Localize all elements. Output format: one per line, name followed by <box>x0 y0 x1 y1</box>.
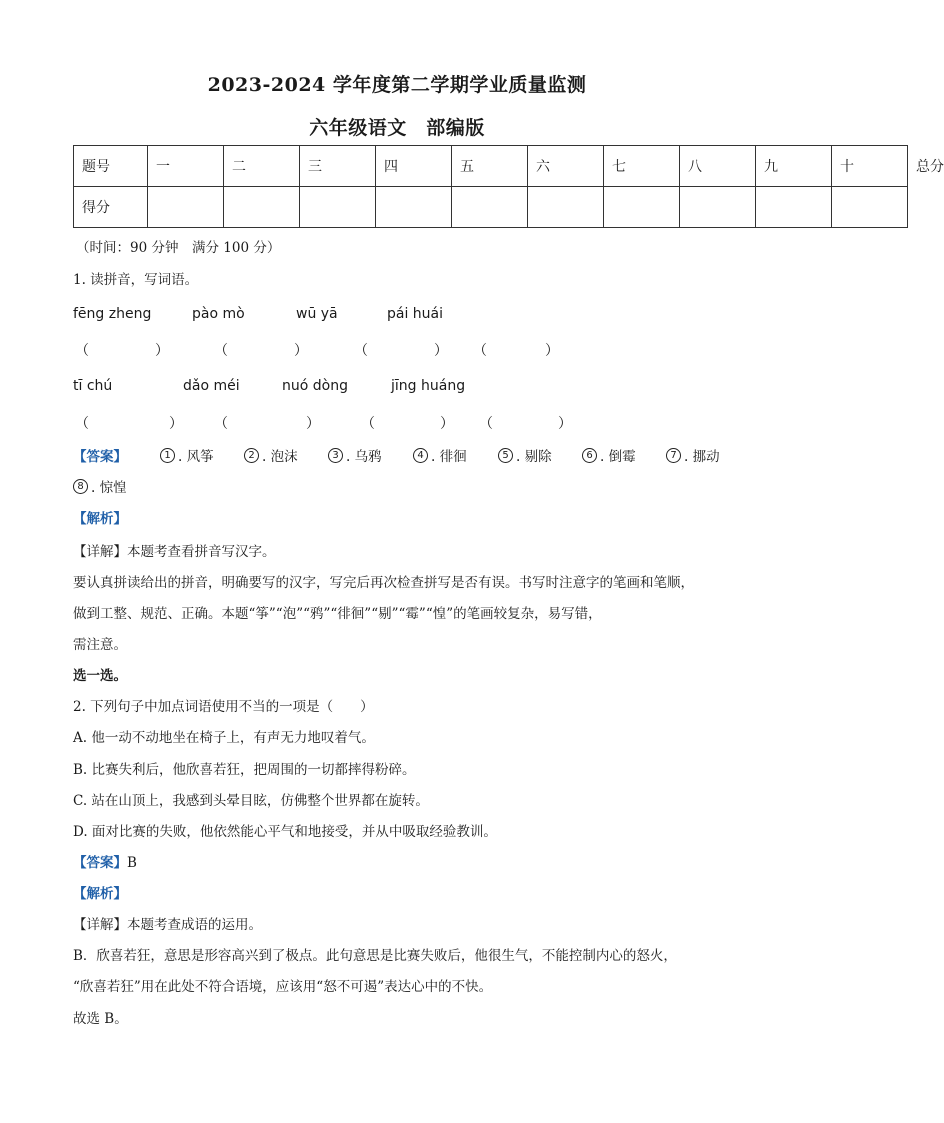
score-table-cell: 得分 <box>74 187 148 228</box>
pinyin-item: pái huái <box>387 306 444 322</box>
score-table-cell: 十 <box>832 146 908 187</box>
answer-item <box>413 445 467 465</box>
answer-text: . 惊惶 <box>91 480 127 496</box>
q2-option-c: C. 站在山顶上，我感到头晕目眩，仿佛整个世界都在旋转。 <box>73 793 429 809</box>
answer-item <box>160 445 214 465</box>
q2-option-d: D. 面对比赛的失败，他依然能心平气和地接受，并从中吸取经验教训。 <box>73 824 497 840</box>
pinyin-item: tī chú <box>73 378 113 394</box>
circled-number: 1 <box>160 448 175 463</box>
q1-analysis-tag <box>73 507 127 527</box>
score-table-cell: 题号 <box>74 146 148 187</box>
q2-explain-line: “欣喜若狂”用在此处不符合语境，应该用“怒不可遏”表达心中的不快。 <box>73 979 493 995</box>
q2-prompt: 2. 下列句子中加点词语使用不当的一项是（ ） <box>73 699 374 715</box>
score-table-header-row: 题号 一 二 三 四 五 六 七 八 九 十 总分 <box>74 146 908 187</box>
answer-item <box>244 445 298 465</box>
circled-number: 6 <box>582 448 597 463</box>
score-table-cell: 四 <box>376 146 452 187</box>
answer-tag: 【答案】 <box>73 449 127 465</box>
score-table-cell: 一 <box>148 146 224 187</box>
q1-prompt: 1. 读拼音，写词语。 <box>73 272 199 288</box>
score-table-cell: 三 <box>300 146 376 187</box>
q2-option-a: A. 他一动不动地坐在椅子上，有声无力地叹着气。 <box>73 730 375 746</box>
answer-value: B <box>127 855 137 871</box>
circled-number: 5 <box>498 448 513 463</box>
answer-text: . 风筝 <box>178 449 214 465</box>
exam-info: （时间：90 分钟 满分 100 分） <box>76 240 281 256</box>
detail-tag: 【详解】 <box>73 917 127 933</box>
q1-detail <box>73 540 276 560</box>
answer-item <box>73 476 127 496</box>
score-table-cell: 八 <box>680 146 756 187</box>
answer-text: . 乌鸦 <box>346 449 382 465</box>
circled-number: 3 <box>328 448 343 463</box>
pinyin-item: jīng huáng <box>391 378 466 394</box>
circled-number: 2 <box>244 448 259 463</box>
q2-option-b: B. 比赛失利后，他欣喜若狂，把周围的一切都摔得粉碎。 <box>73 762 416 778</box>
q2-analysis-tag <box>73 882 127 902</box>
q1-explain-line: 做到工整、规范、正确。本题“筝”“泡”“鸦”“徘徊”“剔”“霉”“惶”的笔画较复杂，易写错， <box>73 606 602 622</box>
circled-number: 7 <box>666 448 681 463</box>
answer-item <box>328 445 382 465</box>
exam-title: 2023-2024 学年度第二学期学业质量监测 <box>207 74 587 96</box>
pinyin-item: pào mò <box>192 306 245 322</box>
pinyin-item: nuó dòng <box>282 378 348 394</box>
detail-tag: 【详解】 <box>73 544 127 560</box>
score-table-cell: 二 <box>224 146 300 187</box>
q2-detail <box>73 913 262 933</box>
q2-explain-line: B．欣喜若狂，意思是形容高兴到了极点。此句意思是比赛失败后，他很生气，不能控制内心的怒火， <box>73 948 677 964</box>
q2-answer <box>73 851 137 871</box>
answer-item <box>666 445 720 465</box>
score-blank-cell[interactable] <box>224 187 300 228</box>
circled-number: 8 <box>73 479 88 494</box>
answer-item <box>498 445 552 465</box>
answer-text: . 泡沫 <box>262 449 298 465</box>
score-blank-cell[interactable] <box>452 187 528 228</box>
score-blank-cell[interactable] <box>832 187 908 228</box>
q1-answer-tag <box>73 445 127 465</box>
score-blank-cell[interactable] <box>604 187 680 228</box>
answer-text: . 徘徊 <box>431 449 467 465</box>
score-table-cell: 五 <box>452 146 528 187</box>
score-table-score-row <box>74 187 908 228</box>
circled-number: 4 <box>413 448 428 463</box>
score-table <box>73 145 944 228</box>
detail-text: 本题考查成语的运用。 <box>127 917 262 933</box>
analysis-tag: 【解析】 <box>73 511 127 527</box>
score-blank-cell[interactable] <box>300 187 376 228</box>
score-table-cell: 九 <box>756 146 832 187</box>
answer-text: . 剔除 <box>516 449 552 465</box>
score-table-cell: 七 <box>604 146 680 187</box>
analysis-tag: 【解析】 <box>73 886 127 902</box>
score-blank-cell[interactable] <box>528 187 604 228</box>
answer-item <box>582 445 636 465</box>
detail-text: 本题考查看拼音写汉字。 <box>127 544 276 560</box>
pinyin-item: dǎo méi <box>183 378 240 394</box>
exam-subtitle: 六年级语文 部编版 <box>309 117 485 139</box>
pinyin-item: fēng zheng <box>73 306 152 322</box>
pinyin-item: wū yā <box>296 306 338 322</box>
section-heading: 选一选。 <box>73 668 127 684</box>
answer-text: . 挪动 <box>684 449 720 465</box>
q2-explain-line: 故选 B。 <box>73 1011 128 1027</box>
score-blank-cell[interactable] <box>148 187 224 228</box>
score-blank-cell[interactable] <box>756 187 832 228</box>
answer-tag: 【答案】 <box>73 855 127 871</box>
answer-text: . 倒霉 <box>600 449 636 465</box>
score-blank-cell[interactable] <box>680 187 756 228</box>
score-blank-cell[interactable] <box>376 187 452 228</box>
q1-explain-line: 要认真拼读给出的拼音，明确要写的汉字，写完后再次检查拼写是否有误。书写时注意字的笔画和笔顺， <box>73 575 694 591</box>
score-table-cell: 六 <box>528 146 604 187</box>
q1-explain-line: 需注意。 <box>73 637 127 653</box>
